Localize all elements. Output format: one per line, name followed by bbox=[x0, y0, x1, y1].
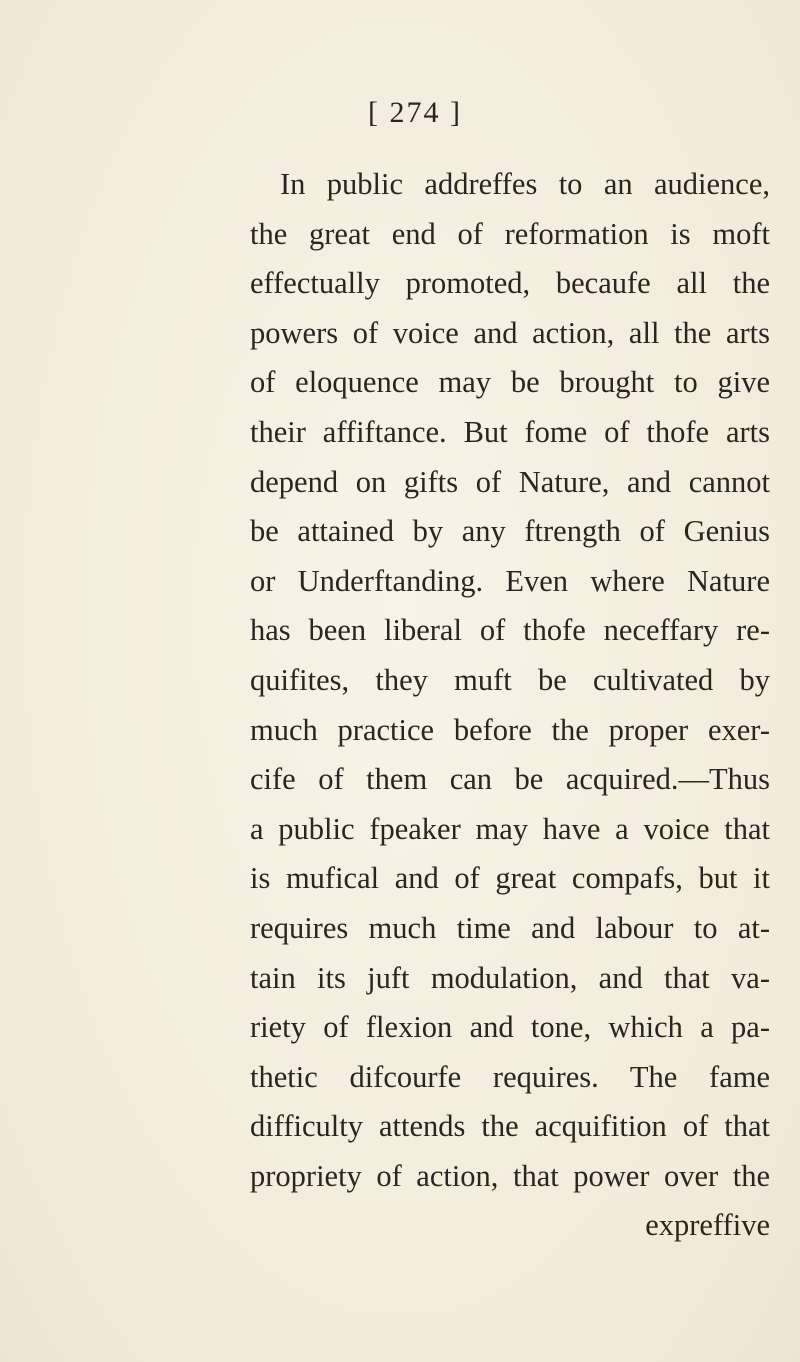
text-line: their affiftance. But fome of thofe arts bbox=[250, 414, 770, 449]
page-number-header: [ 274 ] bbox=[368, 96, 462, 129]
text-line: cife of them can be acquired.—Thus bbox=[250, 762, 770, 797]
text-line: quifites, they muft be cultivated by bbox=[250, 662, 770, 697]
text-line: In public addreffes to an audience, bbox=[280, 167, 770, 201]
text-line: much practice before the proper exer- bbox=[250, 712, 770, 747]
text-line: the great end of reformation is moft bbox=[250, 216, 770, 251]
text-line: powers of voice and action, all the arts bbox=[250, 315, 770, 350]
text-line: riety of flexion and tone, which a pa- bbox=[250, 1010, 770, 1045]
text-line: difficulty attends the acquifition of that bbox=[250, 1109, 770, 1144]
text-line: has been liberal of thofe neceffary re- bbox=[250, 613, 770, 648]
text-line: is mufical and of great compafs, but it bbox=[250, 861, 770, 896]
text-line: a public fpeaker may have a voice that bbox=[250, 811, 770, 846]
text-line: requires much time and labour to at- bbox=[250, 910, 770, 945]
text-line: be attained by any ftrength of Genius bbox=[250, 514, 770, 549]
text-line: depend on gifts of Nature, and cannot bbox=[250, 464, 770, 499]
text-line: of eloquence may be brought to give bbox=[250, 365, 770, 400]
text-line: propriety of action, that power over the bbox=[250, 1158, 770, 1193]
text-line: thetic difcourfe requires. The fame bbox=[250, 1059, 770, 1094]
catchword: expreffive bbox=[645, 1208, 770, 1243]
text-line: effectually promoted, becaufe all the bbox=[250, 266, 770, 301]
text-line: or Underftanding. Even where Nature bbox=[250, 563, 770, 598]
page-body bbox=[250, 160, 770, 1251]
text-line: tain its juft modulation, and that va- bbox=[250, 960, 770, 995]
